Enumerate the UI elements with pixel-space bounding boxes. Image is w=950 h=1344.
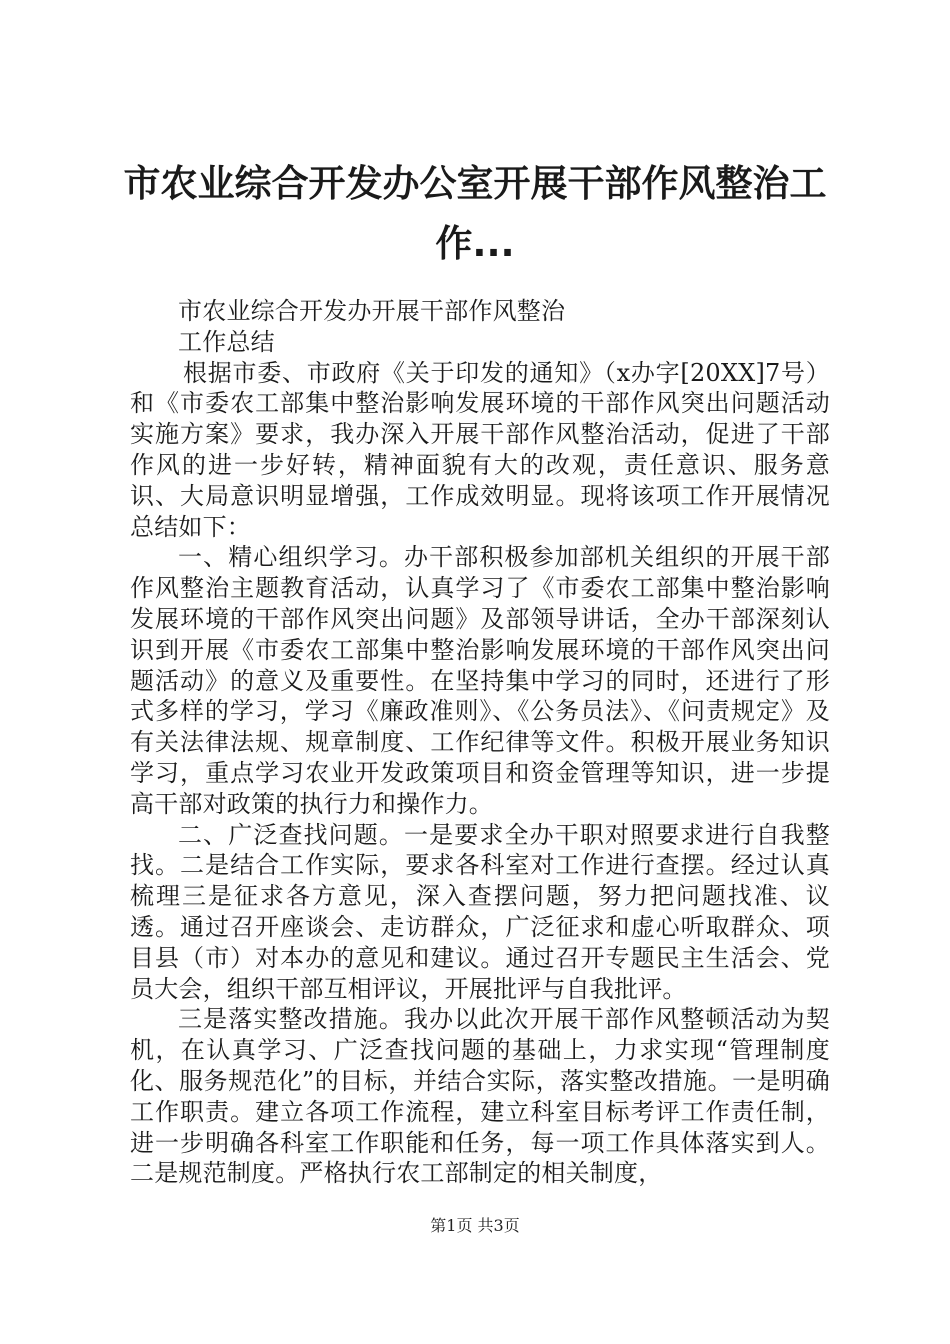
paragraph-section-2: 二、广泛查找问题。一是要求全办干职对照要求进行自我整找。二是结合工作实际，要求各科室对工作进行查摆。经过认真梳理三是征求各方意见，深入查摆问题，努力把问题找准、议透。通过召开座谈会、走访群众，广泛征求和虚心听取群众、项目县（市）对本办的意见和建议。通过召开专题民主生活会、党员大会，组织干部互相评议，开展批评与自我批评。 xyxy=(130,820,830,1003)
subtitle-line-2: 工作总结 xyxy=(178,327,275,356)
paragraph-section-1: 一、精心组织学习。办干部积极参加部机关组织的开展干部作风整治主题教育活动，认真学习了《市委农工部集中整治影响发展环境的干部作风突出问题》及部领导讲话，全办干部深刻认识到开展《市委农工部集中整治影响发展环境的干部作风突出问题活动》的意义及重要性。在坚持集中学习的同时，还进行了形式多样的学习，学习《廉政准则》、《公务员法》、《问责规定》及有关法律法规、规章制度、工作纪律等文件。积极开展业务知识学习，重点学习农业开发政策项目和资金管理等知识，进一步提高干部对政策的执行力和操作力。 xyxy=(130,543,830,818)
document-title-line-1: 市农业综合开发办公室开展干部作风整治工 xyxy=(123,162,827,205)
paragraph-section-3: 三是落实整改措施。我办以此次开展干部作风整顿活动为契机，在认真学习、广泛查找问题的基础上，力求实现“管理制度化、服务规范化”的目标，并结合实际，落实整改措施。一是明确工作职责。建立各项工作流程，建立科室目标考评工作责任制，进一步明确各科室工作职能和任务，每一项工作具体落实到人。二是规范制度。严格执行农工部制定的相关制度， xyxy=(130,1005,830,1188)
subtitle-line-1: 市农业综合开发办开展干部作风整治 xyxy=(178,297,566,325)
page-number-footer: 第1页 共3页 xyxy=(430,1216,520,1235)
document-title-line-2: 作... xyxy=(435,222,515,265)
document-body xyxy=(130,296,830,1189)
paragraph-intro: 根据市委、市政府《关于印发的通知》（x办字[20XX]7号）和《市委农工部集中整治影响发展环境的干部作风突出问题活动实施方案》要求，我办深入开展干部作风整治活动，促进了干部作风的进一步好转，精神面貌有大的改观，责任意识、服务意识、大局意识明显增强，工作成效明显。现将该项工作开展情况总结如下： xyxy=(130,358,830,541)
